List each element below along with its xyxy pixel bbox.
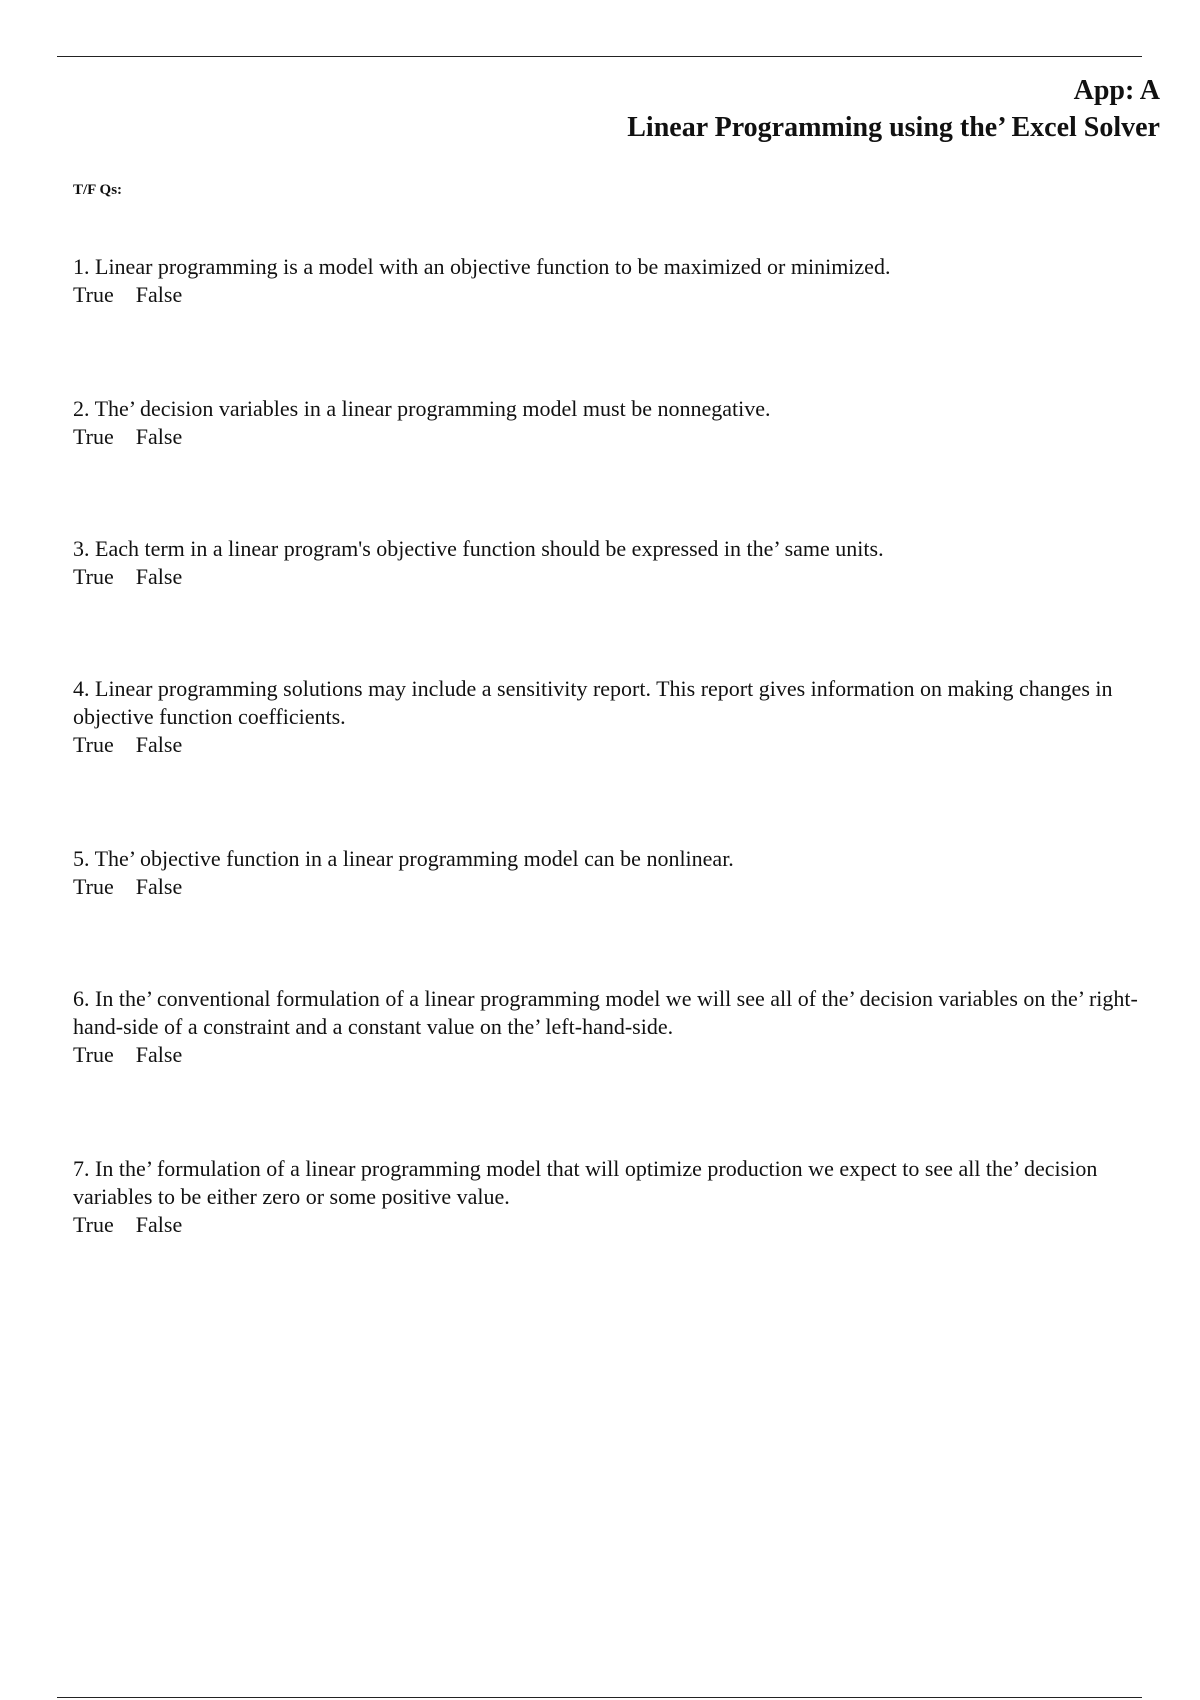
- question-text: 2. The’ decision variables in a linear programming model must be nonnegative.: [73, 396, 771, 421]
- option-false[interactable]: False: [135, 1042, 183, 1067]
- option-false[interactable]: False: [135, 874, 183, 899]
- option-false[interactable]: False: [135, 732, 183, 757]
- question-5: [73, 845, 1158, 901]
- question-1: [73, 253, 1158, 309]
- answer-options: [73, 873, 1158, 901]
- question-text: 7. In the’ formulation of a linear programming model that will optimize production we expect to see all the’ decision variables to be either zero or some positive value.: [73, 1156, 1098, 1209]
- question-4: [73, 675, 1158, 759]
- option-false[interactable]: False: [135, 424, 183, 449]
- page-header: [627, 72, 1160, 146]
- question-7: [73, 1155, 1158, 1239]
- question-text: 6. In the’ conventional formulation of a linear programming model we will see all of the’ decision variables on the’ right-hand-side of a constraint and a constant value on the’ left-hand-side.: [73, 986, 1138, 1039]
- section-label: T/F Qs:: [73, 182, 123, 198]
- option-true[interactable]: True: [73, 282, 114, 307]
- page-title: Linear Programming using the’ Excel Solver: [627, 112, 1160, 143]
- option-true[interactable]: True: [73, 424, 114, 449]
- question-text: 1. Linear programming is a model with an objective function to be maximized or minimized.: [73, 254, 891, 279]
- answer-options: [73, 1041, 1158, 1069]
- option-false[interactable]: False: [135, 1212, 183, 1237]
- answer-options: [73, 423, 1158, 451]
- top-rule: [57, 56, 1142, 57]
- option-true[interactable]: True: [73, 1212, 114, 1237]
- option-true[interactable]: True: [73, 732, 114, 757]
- app-label: App: A: [1073, 75, 1160, 106]
- option-false[interactable]: False: [135, 282, 183, 307]
- answer-options: [73, 1211, 1158, 1239]
- option-true[interactable]: True: [73, 564, 114, 589]
- bottom-rule: [57, 1697, 1142, 1698]
- answer-options: [73, 563, 1158, 591]
- option-true[interactable]: True: [73, 1042, 114, 1067]
- question-2: [73, 395, 1158, 451]
- question-6: [73, 985, 1158, 1069]
- option-false[interactable]: False: [135, 564, 183, 589]
- option-true[interactable]: True: [73, 874, 114, 899]
- question-text: 3. Each term in a linear program's objective function should be expressed in the’ same units.: [73, 536, 884, 561]
- answer-options: [73, 281, 1158, 309]
- question-3: [73, 535, 1158, 591]
- question-text: 5. The’ objective function in a linear programming model can be nonlinear.: [73, 846, 734, 871]
- answer-options: [73, 731, 1158, 759]
- question-text: 4. Linear programming solutions may include a sensitivity report. This report gives information on making changes in objective function coefficients.: [73, 676, 1113, 729]
